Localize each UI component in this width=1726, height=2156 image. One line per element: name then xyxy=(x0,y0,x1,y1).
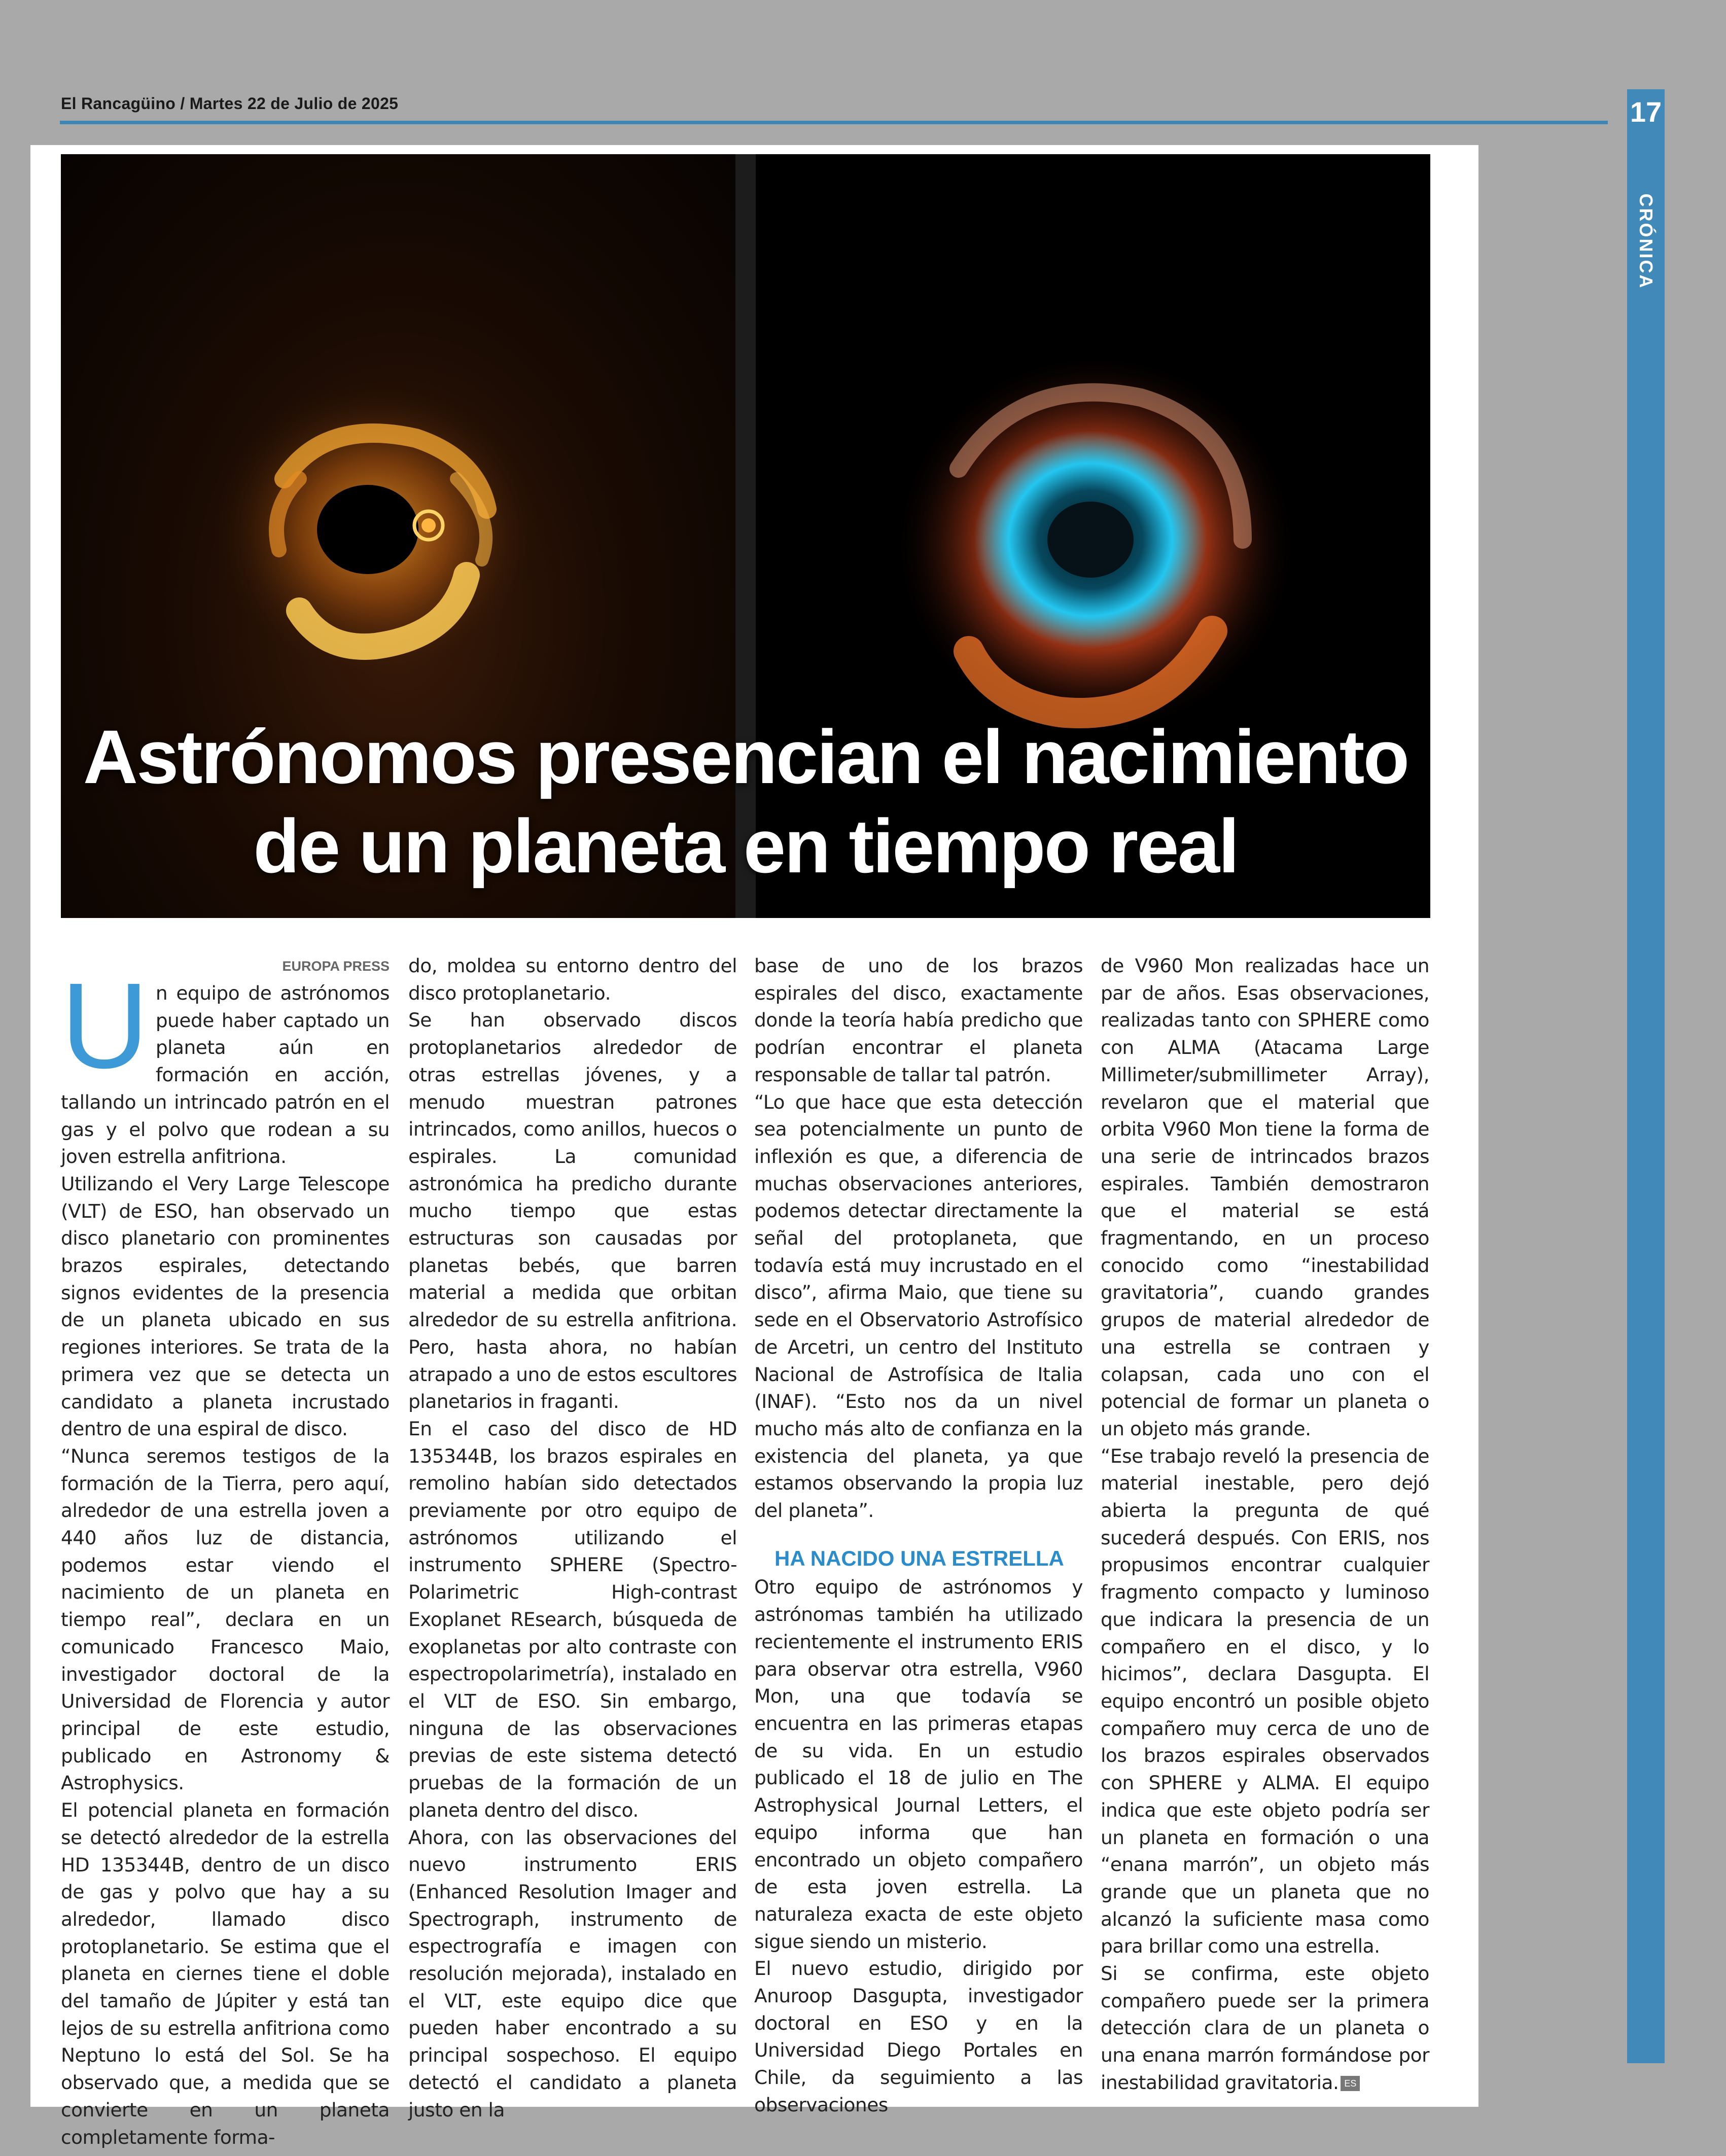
final-paragraph-text: Si se confirma, este objeto compañero puede ser la primera detección clara de un planeta o una enana marrón formándose por inestabilidad gravitatoria. xyxy=(1101,1962,1429,2094)
section-tab xyxy=(1627,89,1665,2063)
end-mark-icon: ES xyxy=(1341,2076,1360,2091)
page-number: 17 xyxy=(1630,96,1662,128)
paragraph xyxy=(1101,1960,1429,2097)
dropcap: U xyxy=(61,958,149,1093)
byline: EUROPA PRESS xyxy=(282,959,390,974)
paragraph: do, moldea su entorno dentro del disco protoplanetario. xyxy=(408,955,737,1004)
article-column-2 xyxy=(408,952,737,2124)
paragraph: Otro equipo de astrónomos y astrónomas también ha utilizado recientemente el instrumento ERIS para observar otra estrella, V960 Mon, una que todavía se encuentra en las primeras etapas de su vida. En un estudio publicado el 18 de julio en The Astrophysical Journal Letters, el equipo informa que han encontrado un objeto compañero de esta joven estrella. La naturaleza exacta de este objeto sigue siendo un misterio. xyxy=(754,1576,1083,1953)
paragraph: “Ese trabajo reveló la presencia de material inestable, pero dejó abierta la pregunta de qué sucederá después. Con ERIS, nos propusimos encontrar cualquier fragmento compacto y luminoso que indicara la presencia de un compañero en el disco, y lo hicimos”, declara Dasgupta. El equipo encontró un posible objeto compañero muy cerca de uno de los brazos espirales observados con SPHERE y ALMA. El equipo indica que este objeto podría ser un planeta en formación o una “enana marrón”, un objeto más grande que un planeta que no alcanzó la suficiente masa como para brillar como una estrella. xyxy=(1101,1444,1429,1958)
article-column-3 xyxy=(754,952,1083,2119)
article-column-1 xyxy=(61,952,390,2151)
paragraph: Se han observado discos protoplanetarios alrededor de otras estrellas jóvenes, y a menudo muestran patrones intrincados, como anillos, huecos o espirales. La comunidad astronómica ha predicho durante mucho tiempo que estas estructuras son causadas por planetas bebés, que barren material a medida que orbitan alrededor de su estrella anfitriona. Pero, hasta ahora, no habían atrapado a uno de estos escultores planetarios in fraganti. xyxy=(408,1009,737,1413)
paragraph: “Nunca seremos testigos de la formación de la Tierra, pero aquí, alrededor de una estrella joven a 440 años luz de distancia, podemos estar viendo el nacimiento de un planeta en tiempo real”, declara en un comunicado Francesco Maio, investigador doctoral de la Universidad de Florencia y autor principal de este estudio, publicado en Astronomy & Astrophysics. xyxy=(61,1444,390,1794)
paragraph: base de uno de los brazos espirales del disco, exactamente donde la teoría había predicho que podrían encontrar el planeta responsable de tallar tal patrón. xyxy=(754,955,1083,1086)
paragraph: “Lo que hace que esta detección sea potencialmente un punto de inflexión es que, a diferencia de muchas observaciones anteriores, podemos detectar directamente la señal del protoplaneta, que todavía está muy incrustado en el disco”, afirma Maio, que tiene su sede en el Observatorio Astrofísico de Arcetri, un centro del Instituto Nacional de Astrofísica de Italia (INAF). “Esto nos da un nivel mucho más alto de confianza en la existencia del planeta, ya que estamos observando la propia luz del planeta”. xyxy=(754,1090,1083,1522)
paragraph: En el caso del disco de HD 135344B, los brazos espirales en remolino habían sido detectados previamente por otro equipo de astrónomos utilizando el instrumento SPHERE (Spectro-Polarimetric High-contrast Exoplanet REsearch, búsqueda de exoplanetas por alto contraste con espectropolarimetría), instalado en el VLT de ESO. Sin embargo, ninguna de las observaciones previas de este sistema detectó pruebas de la formación de un planeta dentro del disco. xyxy=(408,1417,737,1821)
newspaper-page xyxy=(30,145,1478,2148)
paragraph: de V960 Mon realizadas hace un par de años. Esas observaciones, realizadas tanto con SPHERE como con ALMA (Atacama Large Millimeter/submillimeter Array), revelaron que el material que orbita V960 Mon tiene la forma de una serie de intrincados brazos espirales. También demostraron que el material se está fragmentando, en un proceso conocido como “inestabilidad gravitatoria”, cuando grandes grupos de material alrededor de una estrella se contraen y colapsan, cada uno con el potencial de formar un planeta o un objeto más grande. xyxy=(1101,955,1429,1440)
headline-line1: Astrónomos presencian el nacimiento xyxy=(83,714,1408,799)
paragraph: n equipo de astrónomos puede haber captado un planeta aún en formación en acción, tallando un intrincado patrón en el gas y el polvo que rodean a su joven estrella anfitriona. xyxy=(61,982,390,1168)
article-column-4 xyxy=(1101,952,1429,2097)
header-rule xyxy=(60,121,1608,124)
paragraph: Utilizando el Very Large Telescope (VLT) de ESO, han observado un disco planetario con prominentes brazos espirales, detectando signos evidentes de la presencia de un planeta ubicado en sus regiones interiores. Se trata de la primera vez que se detecta un candidato a planeta incrustado dentro de una espiral de disco. xyxy=(61,1172,390,1440)
hero-image xyxy=(61,154,1430,918)
paragraph: El nuevo estudio, dirigido por Anuroop Dasgupta, investigador doctoral en ESO y en la Universidad Diego Portales en Chile, da seguimiento a las observaciones xyxy=(754,1957,1083,2116)
headline xyxy=(61,712,1430,891)
paragraph: El potencial planeta en formación se detectó alrededor de la estrella HD 135344B, dentro de un disco de gas y polvo que hay a su alrededor, llamado disco protoplanetario. Se estima que el planeta en ciernes tiene el doble del tamaño de Júpiter y está tan lejos de su estrella anfitriona como Neptuno lo está del Sol. Se ha observado que, a medida que se convierte en un planeta completamente forma- xyxy=(61,1799,390,2148)
section-label: CRÓNICA xyxy=(1636,193,1657,290)
newspaper-header: El Rancagüino / Martes 22 de Julio de 2025 xyxy=(61,94,399,113)
paragraph: Ahora, con las observaciones del nuevo instrumento ERIS (Enhanced Resolution Imager and Spectrograph, instrumento de espectrografía e imagen con resolución mejorada), instalado en el VLT, este equipo dice que pueden haber encontrado a su principal sospechoso. El equipo detectó el candidato a planeta justo en la xyxy=(408,1826,737,2121)
subheading: HA NACIDO UNA ESTRELLA xyxy=(774,1546,1064,1570)
headline-line2: de un planeta en tiempo real xyxy=(253,803,1238,889)
